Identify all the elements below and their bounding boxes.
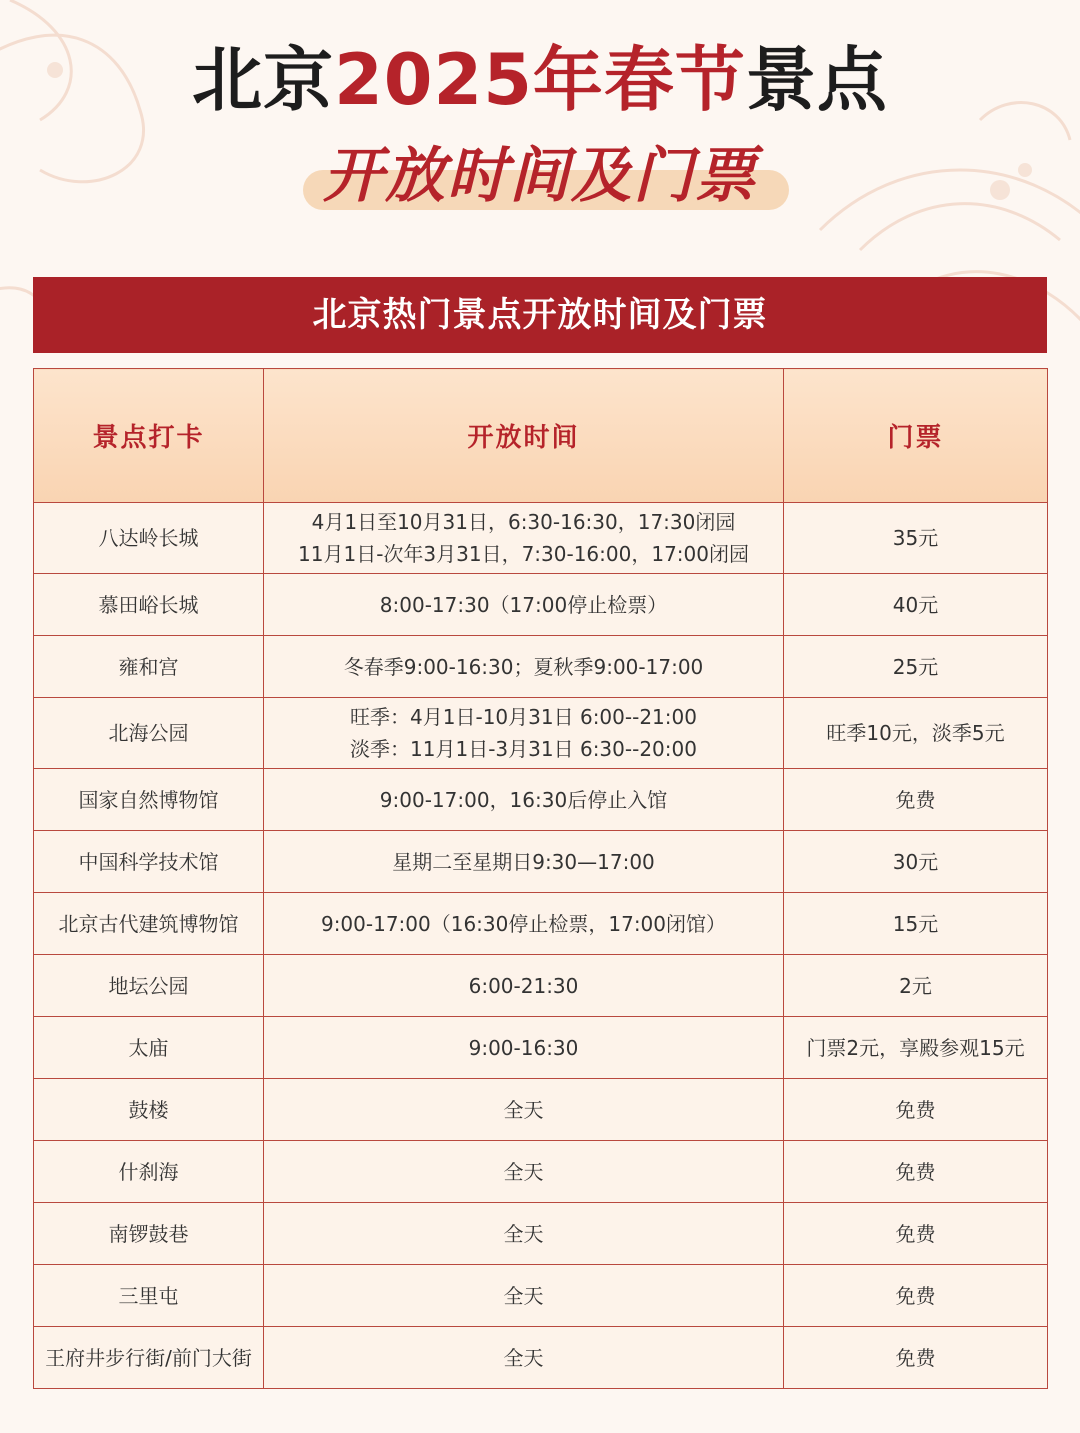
opening-hours: 9:00-17:00，16:30后停止入馆 (264, 769, 784, 831)
attraction-name: 北京古代建筑博物馆 (34, 893, 264, 955)
attraction-name: 太庙 (34, 1017, 264, 1079)
opening-hours: 冬春季9:00-16:30；夏秋季9:00-17:00 (264, 636, 784, 698)
table-row (34, 769, 1048, 831)
table-row (34, 698, 1048, 769)
attraction-name: 国家自然博物馆 (34, 769, 264, 831)
column-header-attraction: 景点打卡 (34, 369, 264, 503)
opening-hours: 全天 (264, 1203, 784, 1265)
table-row (34, 1079, 1048, 1141)
attraction-name: 中国科学技术馆 (34, 831, 264, 893)
column-header-ticket: 门票 (784, 369, 1048, 503)
opening-hours: 6:00-21:30 (264, 955, 784, 1017)
table-row (34, 636, 1048, 698)
hours-line: 4月1日至10月31日，6:30-16:30，17:30闭园 (311, 510, 736, 534)
page-title (0, 30, 1080, 130)
title-part-event: 2025年春节 (334, 39, 746, 121)
hours-line: 旺季：4月1日-10月31日 6:00--21:00 (350, 705, 697, 729)
opening-hours (264, 503, 784, 574)
ticket-price: 免费 (784, 1141, 1048, 1203)
title-part-spots: 景点 (745, 39, 888, 121)
attraction-name: 雍和宫 (34, 636, 264, 698)
attraction-name: 鼓楼 (34, 1079, 264, 1141)
hours-line: 淡季：11月1日-3月31日 6:30--20:00 (350, 737, 697, 761)
column-header-hours: 开放时间 (264, 369, 784, 503)
attraction-name: 地坛公园 (34, 955, 264, 1017)
ticket-price: 免费 (784, 1079, 1048, 1141)
opening-hours: 8:00-17:30（17:00停止检票） (264, 574, 784, 636)
ticket-price: 门票2元，享殿参观15元 (784, 1017, 1048, 1079)
attraction-name: 三里屯 (34, 1265, 264, 1327)
page-subtitle: 开放时间及门票 (323, 141, 757, 211)
table-row (34, 574, 1048, 636)
table-row (34, 1327, 1048, 1389)
ticket-price: 15元 (784, 893, 1048, 955)
opening-hours: 全天 (264, 1265, 784, 1327)
title-part-city: 北京 (192, 39, 335, 121)
table-banner: 北京热门景点开放时间及门票 (33, 277, 1047, 353)
table-row (34, 1141, 1048, 1203)
table-row (34, 831, 1048, 893)
table-header-row (34, 369, 1048, 503)
opening-hours: 9:00-17:00（16:30停止检票，17:00闭馆） (264, 893, 784, 955)
ticket-price: 30元 (784, 831, 1048, 893)
ticket-price: 旺季10元，淡季5元 (784, 698, 1048, 769)
table-row (34, 955, 1048, 1017)
attraction-name: 王府井步行街/前门大街 (34, 1327, 264, 1389)
opening-hours: 9:00-16:30 (264, 1017, 784, 1079)
opening-hours (264, 698, 784, 769)
table-row (34, 1203, 1048, 1265)
ticket-price: 免费 (784, 1265, 1048, 1327)
attraction-name: 慕田峪长城 (34, 574, 264, 636)
opening-hours: 全天 (264, 1079, 784, 1141)
ticket-price: 35元 (784, 503, 1048, 574)
ticket-price: 免费 (784, 1327, 1048, 1389)
opening-hours: 全天 (264, 1141, 784, 1203)
attraction-name: 什刹海 (34, 1141, 264, 1203)
table-row (34, 1265, 1048, 1327)
opening-hours: 全天 (264, 1327, 784, 1389)
ticket-price: 免费 (784, 769, 1048, 831)
ticket-price: 40元 (784, 574, 1048, 636)
ticket-price: 2元 (784, 955, 1048, 1017)
hours-line: 11月1日-次年3月31日，7:30-16:00，17:00闭园 (298, 542, 749, 566)
opening-hours: 星期二至星期日9:30—17:00 (264, 831, 784, 893)
table-row (34, 503, 1048, 574)
ticket-price: 25元 (784, 636, 1048, 698)
attraction-name: 南锣鼓巷 (34, 1203, 264, 1265)
attraction-name: 北海公园 (34, 698, 264, 769)
table-row (34, 1017, 1048, 1079)
ticket-price: 免费 (784, 1203, 1048, 1265)
table-row (34, 893, 1048, 955)
attraction-name: 八达岭长城 (34, 503, 264, 574)
attractions-table (33, 368, 1048, 1389)
